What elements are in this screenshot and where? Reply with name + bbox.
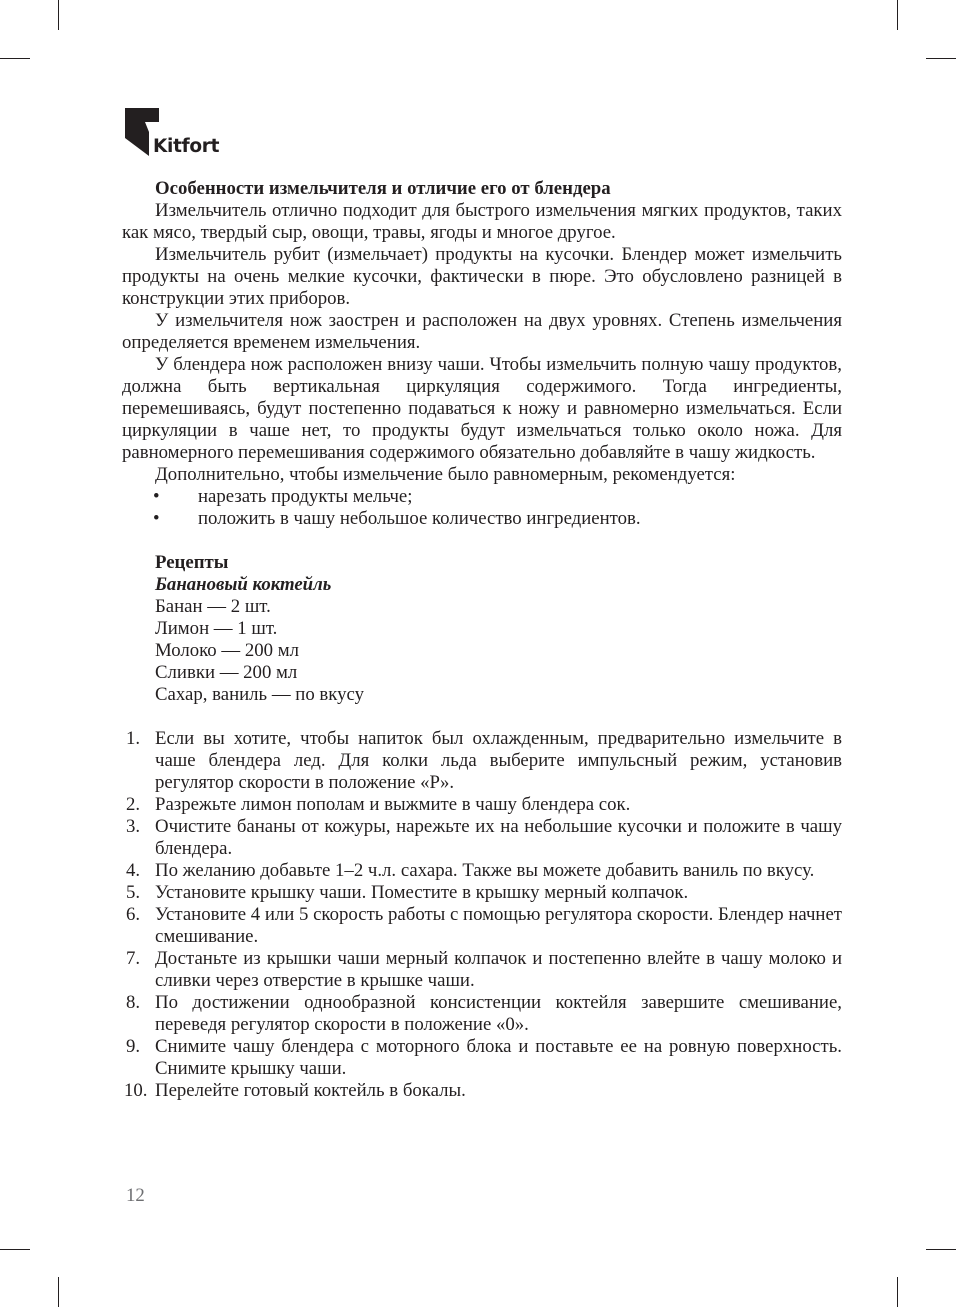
recipe-step: [122, 948, 842, 992]
paragraph: Измельчитель отлично подходит для быстрого измельчения мягких продуктов, таких как мясо, твердый сыр, овощи, травы, ягоды и многое другое.: [122, 200, 842, 243]
step-number: 2.: [126, 794, 141, 815]
bullet-icon: •: [153, 486, 160, 507]
step-text: Достаньте из крышки чаши мерный колпачок и постепенно влейте в чашу молоко и сливки через отверстие в крышке чаши.: [155, 948, 842, 991]
recipe-title: Банановый коктейль: [155, 574, 332, 595]
ingredient: Молоко — 200 мл: [155, 640, 299, 661]
recipes-heading: Рецепты: [155, 552, 229, 573]
brand-name: Kitfort: [153, 136, 220, 157]
crop-mark: [0, 1249, 30, 1250]
step-text: Установите крышку чаши. Поместите в крышку мерный колпачок.: [155, 882, 689, 903]
section-heading: Особенности измельчителя и отличие его от блендера: [155, 178, 611, 199]
step-text: Разрежьте лимон пополам и выжмите в чашу блендера сок.: [155, 794, 631, 815]
recipe-step: [122, 794, 842, 816]
step-number: 7.: [126, 948, 141, 969]
step-text: Очистите бананы от кожуры, нарежьте их на небольшие кусочки и положите в чашу блендера.: [155, 816, 842, 859]
ingredient: Сливки — 200 мл: [155, 662, 298, 683]
step-text: По желанию добавьте 1–2 ч.л. сахара. Также вы можете добавить ваниль по вкусу.: [155, 860, 815, 881]
paragraph: Измельчитель рубит (измельчает) продукты на кусочки. Блендер может измельчить продукты на очень мелкие кусочки, фактически в пюре. Это обусловлено разницей в конструкции этих приборов.: [122, 244, 842, 309]
recipe-steps: [122, 728, 842, 1102]
list-item-text: нарезать продукты мельче;: [198, 486, 413, 507]
crop-mark: [926, 58, 956, 59]
step-text: Если вы хотите, чтобы напиток был охлажденным, предварительно измельчите в чаше блендера лед. Для колки льда выберите импульсный режим, установив регулятор скорости в положение «P».: [155, 728, 842, 793]
bullet-list: [122, 486, 842, 530]
ingredient: Банан — 2 шт.: [155, 596, 271, 617]
recipe-step: [122, 816, 842, 860]
step-text: Установите 4 или 5 скорость работы с помощью регулятора скорости. Блендер начнет смешивание.: [155, 904, 842, 947]
step-number: 4.: [126, 860, 141, 881]
step-text: Снимите чашу блендера с моторного блока и поставьте ее на ровную поверхность. Снимите крышку чаши.: [155, 1036, 842, 1079]
crop-mark: [897, 1277, 898, 1307]
brand-logo: [125, 108, 225, 158]
step-number: 6.: [126, 904, 141, 925]
step-number: 10.: [124, 1080, 148, 1101]
recipe-step: [122, 1036, 842, 1080]
ingredient: Лимон — 1 шт.: [155, 618, 278, 639]
crop-mark: [58, 1277, 59, 1307]
recipe-step: [122, 904, 842, 948]
list-item-text: положить в чашу небольшое количество ингредиентов.: [198, 508, 641, 529]
recipe-step: [122, 992, 842, 1036]
step-text: Перелейте готовый коктейль в бокалы.: [155, 1080, 466, 1101]
paragraph: Дополнительно, чтобы измельчение было равномерным, рекомендуется:: [155, 464, 736, 485]
recipe-step: [122, 1080, 842, 1102]
recipe-step: [122, 860, 842, 882]
step-text: По достижении однообразной консистенции коктейля завершите смешивание, переведя регулятор скорости в положение «0».: [155, 992, 842, 1035]
paragraph: У измельчителя нож заострен и расположен на двух уровнях. Степень измельчения определяется временем измельчения.: [122, 310, 842, 353]
step-number: 5.: [126, 882, 141, 903]
crop-mark: [0, 58, 30, 59]
step-number: 9.: [126, 1036, 141, 1057]
crop-mark: [58, 0, 59, 30]
crop-mark: [926, 1249, 956, 1250]
page-number: 12: [126, 1185, 145, 1206]
paragraph: У блендера нож расположен внизу чаши. Чтобы измельчить полную чашу продуктов, должна быть вертикальная циркуляция содержимого. Тогда ингредиенты, перемешиваясь, будут постепенно подаваться к ножу и равномерно измельчаться. Если циркуляции в чаше нет, то продукты будут измельчаться только около ножа. Для равномерного перемешивания содержимого обязательно добавляйте в чашу жидкость.: [122, 354, 842, 463]
step-number: 8.: [126, 992, 141, 1013]
list-item: [122, 508, 842, 530]
recipe-step: [122, 882, 842, 904]
crop-mark: [897, 0, 898, 30]
bullet-icon: •: [153, 508, 160, 529]
recipe-step: [122, 728, 842, 794]
ingredient: Сахар, ваниль — по вкусу: [155, 684, 365, 705]
list-item: [122, 486, 842, 508]
step-number: 3.: [126, 816, 141, 837]
page-content: [122, 178, 842, 1102]
step-number: 1.: [126, 728, 141, 749]
